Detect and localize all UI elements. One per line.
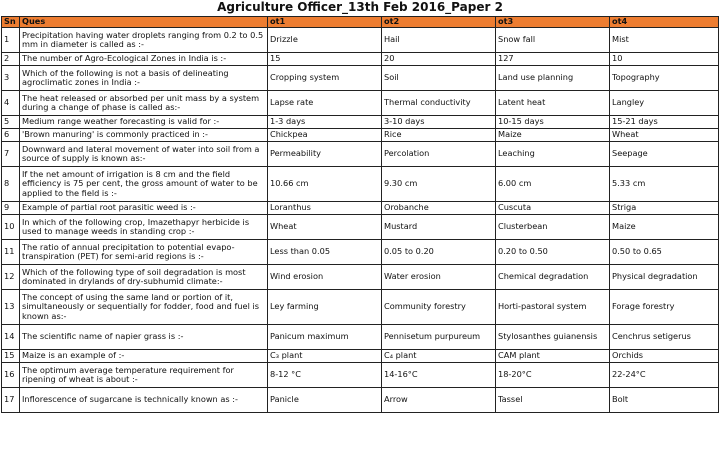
cell-option-2: Rice [382,129,496,142]
cell-question: Example of partial root parasitic weed is :- [20,202,268,215]
cell-option-1: 8-12 °C [268,363,382,388]
table-row [2,363,719,388]
header-option-3: ot3 [496,17,610,28]
cell-option-1: Panicle [268,388,382,413]
table-row [2,66,719,91]
cell-option-3: Maize [496,129,610,142]
cell-option-3: Horti-pastoral system [496,290,610,325]
cell-sn: 17 [2,388,20,413]
cell-question: 'Brown manuring' is commonly practiced in :- [20,129,268,142]
table-row [2,202,719,215]
cell-option-2: Pennisetum purpureum [382,325,496,350]
cell-option-1: Wind erosion [268,265,382,290]
cell-option-4: Cenchrus setigerus [610,325,719,350]
table-row [2,28,719,53]
cell-sn: 4 [2,91,20,116]
cell-option-1: Loranthus [268,202,382,215]
cell-sn: 5 [2,116,20,129]
cell-sn: 1 [2,28,20,53]
cell-option-1: Wheat [268,215,382,240]
cell-option-2: Hail [382,28,496,53]
cell-sn: 13 [2,290,20,325]
cell-question: The number of Agro-Ecological Zones in India is :- [20,53,268,66]
table-row [2,53,719,66]
cell-option-2: C₄ plant [382,350,496,363]
cell-question: The scientific name of napier grass is :- [20,325,268,350]
cell-option-1: Panicum maximum [268,325,382,350]
cell-question: The optimum average temperature requirement for ripening of wheat is about :- [20,363,268,388]
header-option-4: ot4 [610,17,719,28]
table-row [2,129,719,142]
cell-option-2: Orobanche [382,202,496,215]
cell-option-3: Latent heat [496,91,610,116]
cell-option-4: Langley [610,91,719,116]
table-row [2,167,719,202]
header-sn: Sn [2,17,20,28]
cell-sn: 12 [2,265,20,290]
cell-option-2: 14-16°C [382,363,496,388]
table-row [2,388,719,413]
cell-question: Which of the following is not a basis of delineating agroclimatic zones in India :- [20,66,268,91]
cell-sn: 11 [2,240,20,265]
table-row [2,215,719,240]
header-row [2,17,719,28]
cell-option-4: 22-24°C [610,363,719,388]
cell-option-1: Lapse rate [268,91,382,116]
cell-option-3: 0.20 to 0.50 [496,240,610,265]
cell-option-2: Mustard [382,215,496,240]
table-row [2,142,719,167]
cell-option-2: 20 [382,53,496,66]
cell-option-1: Ley farming [268,290,382,325]
cell-option-1: C₃ plant [268,350,382,363]
cell-option-3: Snow fall [496,28,610,53]
document-title: Agriculture Officer_13th Feb 2016_Paper 2 [217,0,503,14]
cell-option-4: Seepage [610,142,719,167]
cell-question: Maize is an example of :- [20,350,268,363]
table-row [2,91,719,116]
cell-option-4: Bolt [610,388,719,413]
cell-option-3: 6.00 cm [496,167,610,202]
cell-option-4: Wheat [610,129,719,142]
cell-option-1: 1-3 days [268,116,382,129]
cell-option-4: Forage forestry [610,290,719,325]
table-row [2,325,719,350]
cell-option-3: 127 [496,53,610,66]
cell-question: Downward and lateral movement of water into soil from a source of supply is known as:- [20,142,268,167]
cell-option-1: Chickpea [268,129,382,142]
cell-sn: 6 [2,129,20,142]
cell-option-2: Water erosion [382,265,496,290]
cell-option-3: Land use planning [496,66,610,91]
cell-option-3: Clusterbean [496,215,610,240]
header-question: Ques [20,17,268,28]
cell-sn: 14 [2,325,20,350]
header-option-1: ot1 [268,17,382,28]
cell-option-2: 0.05 to 0.20 [382,240,496,265]
cell-sn: 8 [2,167,20,202]
cell-option-1: Drizzle [268,28,382,53]
cell-option-1: 15 [268,53,382,66]
cell-sn: 3 [2,66,20,91]
cell-sn: 7 [2,142,20,167]
table-row [2,265,719,290]
cell-option-3: Stylosanthes guianensis [496,325,610,350]
cell-question: The concept of using the same land or portion of it, simultaneously or sequentially for fodder, food and fuel is known as:- [20,290,268,325]
cell-option-3: 18-20°C [496,363,610,388]
cell-question: Which of the following type of soil degradation is most dominated in drylands of dry-subhumid climate:- [20,265,268,290]
table-row [2,290,719,325]
cell-option-3: Cuscuta [496,202,610,215]
cell-option-4: Orchids [610,350,719,363]
cell-option-2: 9.30 cm [382,167,496,202]
cell-sn: 10 [2,215,20,240]
cell-question: Precipitation having water droplets ranging from 0.2 to 0.5 mm in diameter is called as :- [20,28,268,53]
cell-option-3: 10-15 days [496,116,610,129]
cell-sn: 15 [2,350,20,363]
cell-option-4: Mist [610,28,719,53]
cell-option-1: Permeability [268,142,382,167]
cell-question: Inflorescence of sugarcane is technically known as :- [20,388,268,413]
cell-option-2: Thermal conductivity [382,91,496,116]
table-row [2,240,719,265]
cell-question: The heat released or absorbed per unit mass by a system during a change of phase is called as:- [20,91,268,116]
cell-option-1: Less than 0.05 [268,240,382,265]
cell-question: In which of the following crop, Imazethapyr herbicide is used to manage weeds in standing crop :- [20,215,268,240]
cell-option-4: 0.50 to 0.65 [610,240,719,265]
cell-question: The ratio of annual precipitation to potential evapo-transpiration (PET) for semi-arid regions is :- [20,240,268,265]
cell-option-3: CAM plant [496,350,610,363]
cell-option-2: 3-10 days [382,116,496,129]
questions-table [1,16,719,413]
table-row [2,350,719,363]
cell-option-4: 5.33 cm [610,167,719,202]
cell-sn: 2 [2,53,20,66]
cell-option-4: Maize [610,215,719,240]
cell-option-2: Community forestry [382,290,496,325]
cell-option-3: Chemical degradation [496,265,610,290]
cell-option-1: Cropping system [268,66,382,91]
cell-option-2: Soil [382,66,496,91]
cell-option-1: 10.66 cm [268,167,382,202]
cell-sn: 16 [2,363,20,388]
cell-option-3: Tassel [496,388,610,413]
cell-option-3: Leaching [496,142,610,167]
cell-sn: 9 [2,202,20,215]
cell-option-4: Topography [610,66,719,91]
cell-option-4: 15-21 days [610,116,719,129]
cell-option-4: Striga [610,202,719,215]
cell-question: Medium range weather forecasting is valid for :- [20,116,268,129]
cell-option-4: Physical degradation [610,265,719,290]
cell-option-4: 10 [610,53,719,66]
cell-question: If the net amount of irrigation is 8 cm and the field efficiency is 75 per cent, the gross amount of water to be applied to the field is :- [20,167,268,202]
header-option-2: ot2 [382,17,496,28]
cell-option-2: Arrow [382,388,496,413]
cell-option-2: Percolation [382,142,496,167]
table-row [2,116,719,129]
